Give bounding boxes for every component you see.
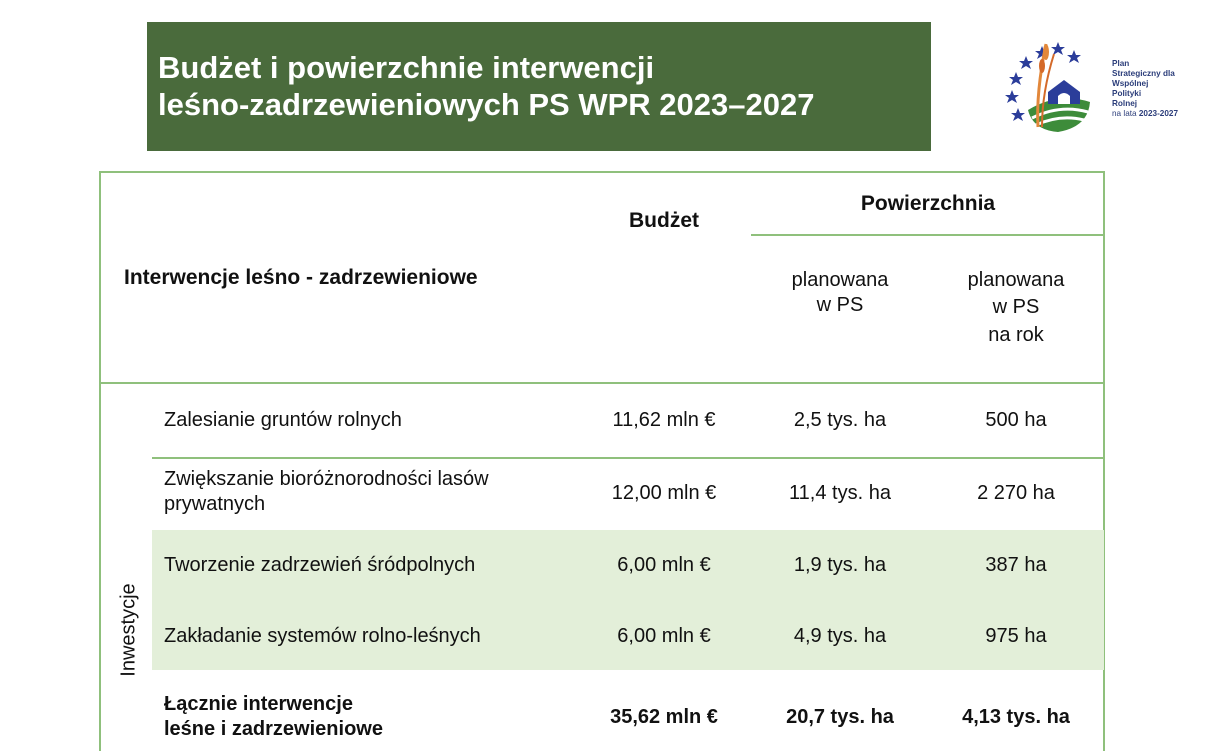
group-label-inwestycje: Inwestycje [117, 583, 140, 677]
title-banner [147, 22, 931, 151]
logo-text: Plan Strategiczny dla Wspólnej Polityki Rolnej na lata 2023-2027 [1112, 59, 1179, 118]
table-row-budget: 12,00 mln € [611, 482, 717, 504]
header-planned-ps: planowana w PS [791, 269, 889, 316]
header-row-label: Interwencje leśno - zadrzewieniowe [124, 266, 478, 289]
table-row-budget: 6,00 mln € [617, 554, 711, 576]
page-title-line-1: Budżet i powierzchnie interwencji [158, 50, 655, 85]
powierzchnia-underline [751, 234, 1105, 236]
table-top-border [99, 171, 1105, 173]
table-row-name: Zakładanie systemów rolno-leśnych [164, 625, 481, 647]
total-area-ps: 20,7 tys. ha [786, 706, 894, 728]
table-row-name: Zwiększanie bioróżnorodności lasów prywatnych [164, 468, 489, 515]
row-divider-1 [152, 457, 1104, 459]
table-row-area-ps: 4,9 tys. ha [793, 625, 887, 647]
table-row-budget: 6,00 mln € [617, 625, 711, 647]
header-budget: Budżet [629, 209, 699, 232]
total-area-year: 4,13 tys. ha [962, 706, 1070, 728]
header-planned-year: planowana w PS na rok [967, 269, 1065, 346]
table-row-area-ps: 1,9 tys. ha [793, 554, 887, 576]
table-row-area-ps: 2,5 tys. ha [793, 409, 887, 431]
total-row-name: Łącznie interwencje leśne i zadrzewieniowe [164, 693, 383, 740]
total-budget: 35,62 mln € [610, 706, 718, 728]
header-bottom-border [99, 382, 1105, 384]
table-row-area-year: 2 270 ha [977, 482, 1055, 504]
table-row-name: Tworzenie zadrzewień śródpolnych [164, 554, 476, 576]
table-left-border [99, 171, 101, 751]
table-row-name: Zalesianie gruntów rolnych [164, 409, 402, 431]
highlighted-rows-band [152, 530, 1104, 670]
table-row-area-year: 975 ha [985, 625, 1047, 647]
table-row-budget: 11,62 mln € [612, 409, 716, 431]
table-row-area-ps: 11,4 tys. ha [789, 482, 891, 504]
header-area: Powierzchnia [860, 192, 996, 215]
page-title-line-2: leśno-zadrzewieniowych PS WPR 2023–2027 [158, 87, 815, 122]
table-row-area-year: 500 ha [985, 409, 1047, 431]
table-row-area-year: 387 ha [985, 554, 1047, 576]
